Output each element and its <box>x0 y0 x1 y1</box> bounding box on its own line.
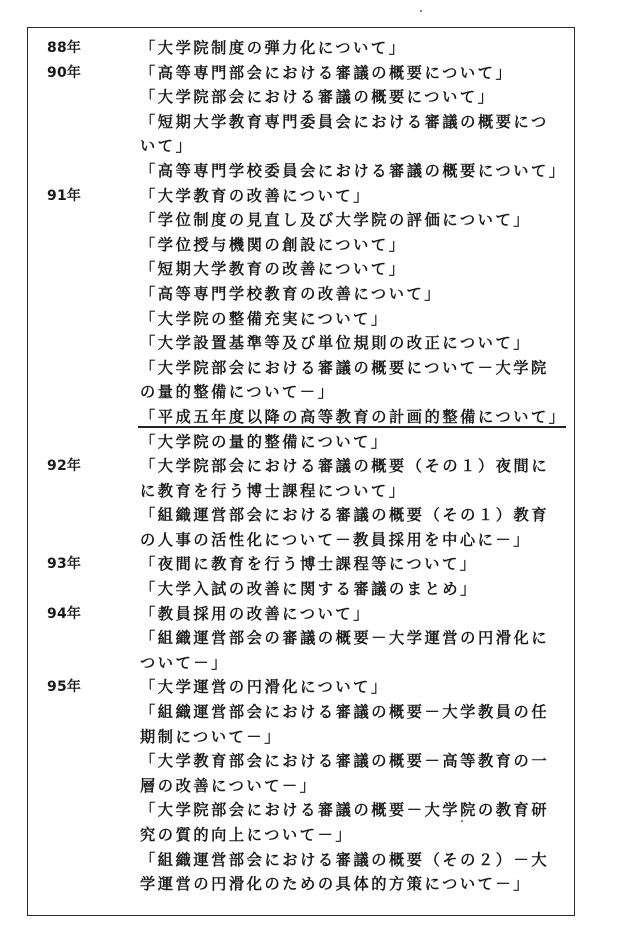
report-title: 「短期大学教育専門委員会における審議の概要につ <box>140 112 549 131</box>
year-entry <box>28 36 574 61</box>
report-title: 「大学院部会における審議の概要（その１）夜間に <box>140 457 550 476</box>
year-entry <box>28 602 574 676</box>
report-title: 「短期大学教育の改善について」 <box>140 260 407 279</box>
report-title: 「大学教育の改善について」 <box>140 186 371 205</box>
report-title-continuation: 期制について－」 <box>140 727 282 746</box>
report-titles <box>140 61 574 184</box>
report-title: 「大学院部会における審議の概要－大学院の教育研 <box>140 801 550 820</box>
report-titles <box>140 552 574 601</box>
report-title: 「教員採用の改善について」 <box>140 604 371 623</box>
report-titles <box>140 454 574 552</box>
report-title: 「夜間に教育を行う博士課程等について」 <box>140 555 478 574</box>
year-entry <box>28 675 574 896</box>
year-label: 92年 <box>47 458 82 475</box>
report-title-continuation: 学運営の円滑化のための具体的方策について－」 <box>140 875 532 894</box>
report-title: 「大学教育部会における審議の概要－高等教育の一 <box>140 752 550 771</box>
report-list <box>28 36 574 897</box>
report-title: 「組織運営部会における審議の概要（その１）教育 <box>140 506 550 525</box>
report-titles <box>140 675 574 896</box>
report-title: 「大学入試の改善に関する審議のまとめ」 <box>140 580 478 599</box>
report-title: 「高等専門学校委員会における審議の概要について」 <box>140 161 567 180</box>
document-frame <box>27 27 575 916</box>
year-label: 90年 <box>47 64 82 81</box>
report-title: 「組織運営部会における審議の概要（その２）－大 <box>140 850 550 869</box>
report-title: 「高等専門学校教育の改善について」 <box>140 284 443 303</box>
report-title: 「組織運営部会における審議の概要－大学教員の任 <box>140 703 550 722</box>
scan-speck <box>420 10 422 12</box>
year-label: 93年 <box>47 556 82 573</box>
year-entry <box>28 184 574 455</box>
report-title: 「大学院部会における審議の概要について」 <box>140 88 496 107</box>
report-titles <box>140 184 574 455</box>
report-title: 「大学院の量的整備について」 <box>140 432 389 451</box>
year-entry <box>28 61 574 184</box>
year-label: 95年 <box>47 679 82 696</box>
report-title-continuation: 究の質的向上について－」 <box>140 826 354 844</box>
year-entry <box>28 454 574 552</box>
report-title: 「大学院部会における審議の概要について－大学院 <box>140 358 549 377</box>
report-title: 「大学設置基準等及び単位規則の改正について」 <box>140 334 532 353</box>
report-title: 「組織運営部会の審議の概要－大学運営の円滑化に <box>140 629 550 648</box>
report-titles <box>140 602 574 676</box>
report-title-continuation: ついて－」 <box>140 653 229 672</box>
report-title-continuation: 層の改善について－」 <box>140 776 318 795</box>
year-label: 91年 <box>47 187 82 204</box>
report-title: 「高等専門部会における審議の概要について」 <box>140 63 514 82</box>
year-label: 94年 <box>47 605 82 622</box>
report-title: 「大学院の整備充実について」 <box>140 309 389 328</box>
report-title-continuation: いて」 <box>140 137 194 156</box>
report-title: 「学位制度の見直し及び大学院の評価について」 <box>140 211 532 230</box>
report-title-continuation: の量的整備について－」 <box>140 383 336 402</box>
report-titles <box>140 36 574 61</box>
year-entry <box>28 552 574 601</box>
report-title: 「学位授与機関の創設について」 <box>140 235 407 254</box>
report-title: 「大学運営の円滑化について」 <box>140 678 389 697</box>
year-label: 88年 <box>47 40 82 56</box>
report-title: 「大学院制度の弾力化について」 <box>140 39 407 57</box>
report-title: 「平成五年度以降の高等教育の計画的整備について」 <box>140 405 574 430</box>
report-title-continuation: の人事の活性化について－教員採用を中心に－」 <box>140 530 532 549</box>
report-title-continuation: に教育を行う博士課程について」 <box>140 481 407 500</box>
